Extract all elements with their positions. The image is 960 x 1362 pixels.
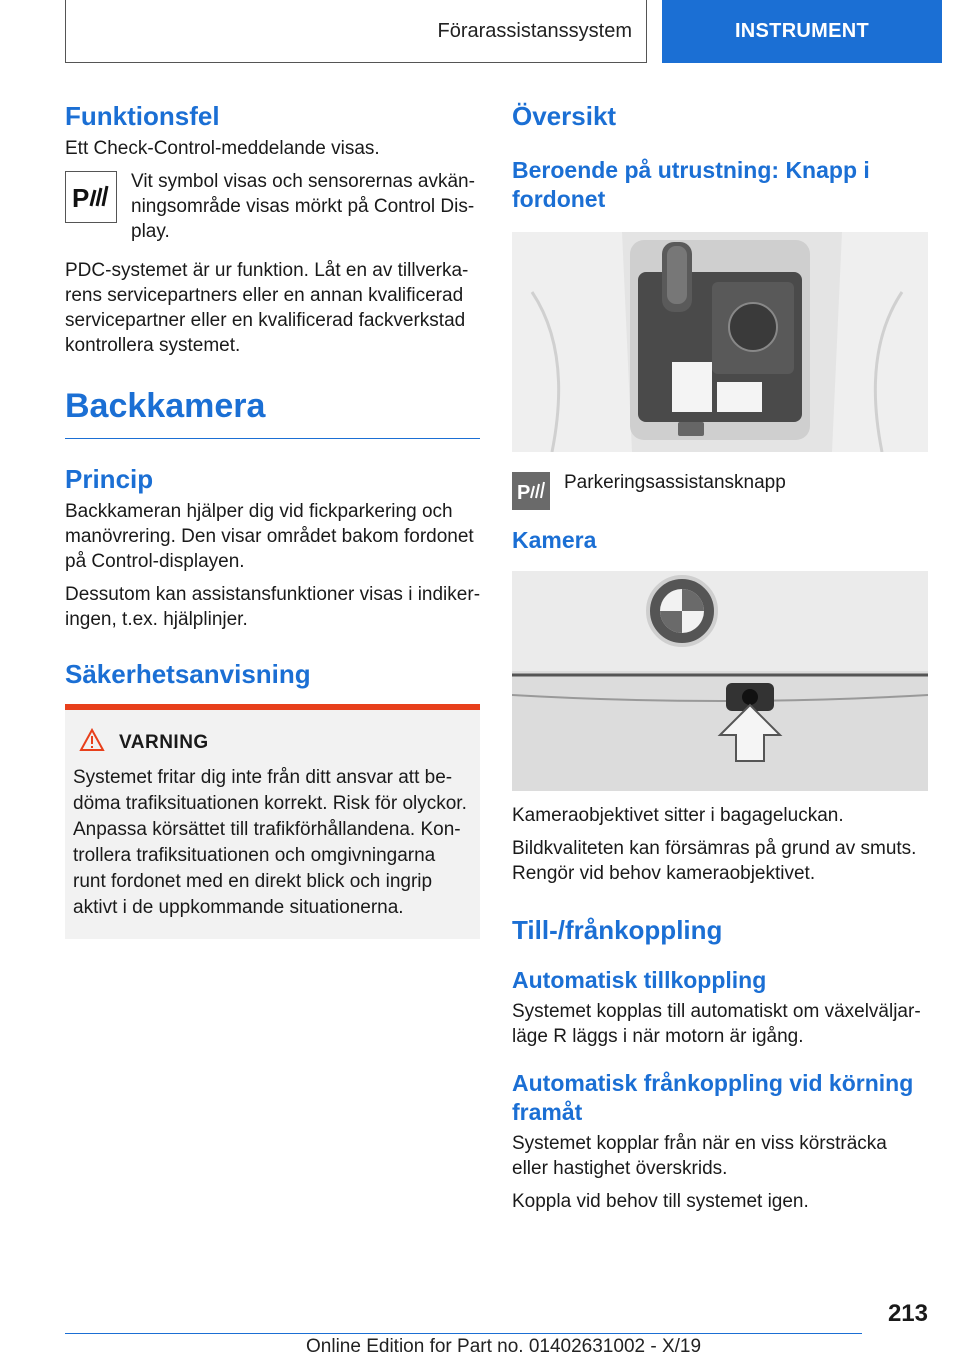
chapter-title: INSTRUMENT: [734, 20, 870, 42]
park-distance-icon: [65, 171, 117, 223]
sakerhet-heading: Säkerhetsanvisning: [65, 659, 311, 689]
heading-divider: [65, 438, 480, 439]
funktionsfel-heading: Funktionsfel: [65, 101, 220, 131]
warning-box: [65, 704, 480, 939]
section-title: Förarassistanssystem: [437, 19, 632, 42]
kamera-heading: Kamera: [512, 527, 597, 553]
rear-camera-photo: [512, 571, 928, 791]
kamera-text-1: Kameraobjektivet sitter i bagageluckan.: [512, 805, 844, 826]
backkamera-heading: Backkamera: [65, 387, 266, 425]
center-console-photo: [512, 232, 928, 452]
svg-text:P: P: [72, 183, 90, 213]
page-number: 213: [887, 1300, 928, 1327]
header-chapter-tab: [662, 0, 942, 63]
knapp-heading: Beroende på utrustning: Knapp i fordonet: [512, 157, 870, 212]
svg-text:P: P: [517, 482, 531, 504]
footer-divider: [65, 1333, 862, 1334]
warning-header: [73, 728, 472, 757]
warning-text: Systemet fritar dig inte från ditt ansvar att bedöma trafiksituationen korrekt. Risk för olyckor. Anpassa körsättet till trafikförhållandena. Kontrollera trafiksituationen och omgivningarna runt fordonet med en direkt blick och ingrip aktivt i de uppkommande situationerna.: [73, 767, 467, 918]
kamera-text-2: Bildkvaliteten kan försämras på grund av smuts. Rengör vid behov kameraobjektivet.: [512, 838, 917, 884]
auto-till-text: Systemet kopplas till automatiskt om växelväljarläge R läggs i när motorn är igång.: [512, 1001, 921, 1047]
princip-heading: Princip: [65, 464, 154, 494]
edition-text: Online Edition for Part no. 01402631002 - X/19: [306, 1336, 702, 1357]
button-row: [512, 470, 928, 510]
till-heading: Till-/frånkoppling: [512, 915, 723, 945]
princip-text-2: Dessutom kan assistansfunktioner visas i indikeringen, t.ex. hjälplinjer.: [65, 584, 481, 630]
auto-till-heading: Automatisk tillkoppling: [512, 967, 767, 993]
park-assist-button-icon: [512, 472, 550, 510]
symbol-description: Vit symbol visas och sensorernas avkänningsområde visas mörkt på Control Display.: [131, 171, 475, 242]
auto-fran-heading: Automatisk frånkoppling vid körning framåt: [512, 1070, 914, 1125]
warning-title: VARNING: [119, 731, 209, 753]
warning-triangle-icon: [79, 728, 105, 757]
funktionsfel-text: Ett Check-Control-meddelande visas.: [65, 138, 380, 159]
left-column: [65, 100, 480, 939]
auto-fran-text-2: Koppla vid behov till systemet igen.: [512, 1191, 809, 1212]
header-section-title: [65, 0, 647, 63]
button-label: Parkeringsassistansknapp: [564, 472, 786, 493]
oversikt-heading: Översikt: [512, 101, 617, 131]
symbol-row: [65, 169, 480, 244]
princip-text-1: Backkameran hjälper dig vid fickparkering och manövrering. Den visar området bakom fordonet på Control-displayen.: [65, 501, 474, 572]
pdc-text: PDC-systemet är ur funktion. Låt en av tillverkarens servicepartners eller en annan kvalificerad servicepartner eller en kvalificerad fackverkstad kontrollera systemet.: [65, 260, 469, 356]
right-column: [512, 100, 928, 1222]
auto-fran-text-1: Systemet kopplar från när en viss körsträcka eller hastighet överskrids.: [512, 1133, 887, 1179]
